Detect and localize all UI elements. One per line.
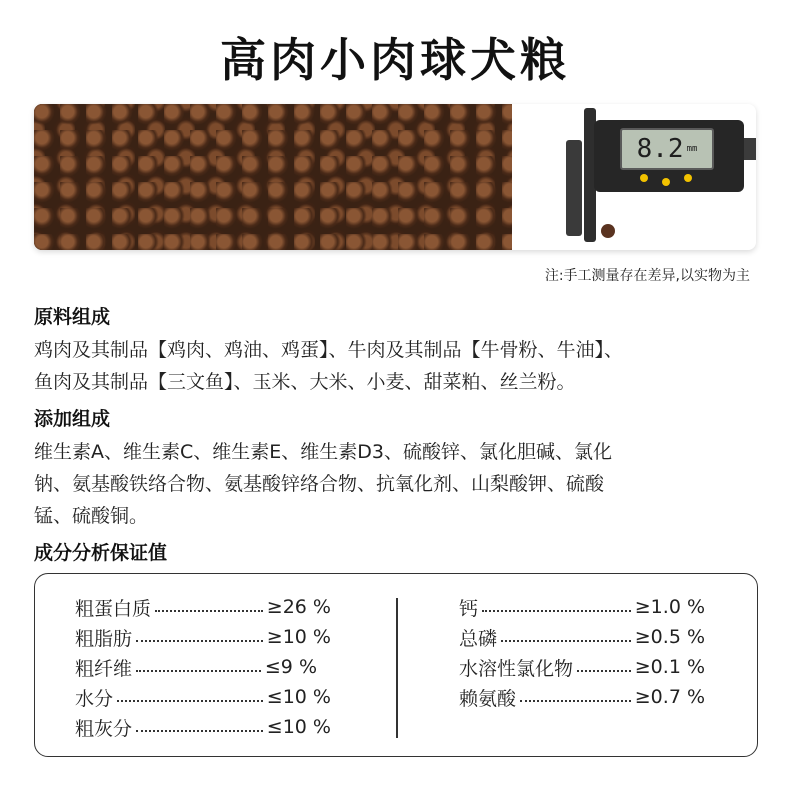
leader-dots xyxy=(117,700,263,702)
nutrient-value: ≥26 % xyxy=(266,596,331,618)
analysis-row xyxy=(459,592,705,622)
ingredients-line: 鱼肉及其制品【三文鱼】、玉米、大米、小麦、甜菜粕、丝兰粉。 xyxy=(34,371,576,393)
leader-dots xyxy=(577,670,631,672)
leader-dots xyxy=(520,700,631,702)
nutrient-name: 赖氨酸 xyxy=(459,687,517,710)
leader-dots xyxy=(155,610,263,612)
ingredients-line: 鸡肉及其制品【鸡肉、鸡油、鸡蛋】、牛肉及其制品【牛骨粉、牛油】、 xyxy=(34,339,624,361)
product-photo-band xyxy=(34,104,756,250)
caliper-button xyxy=(662,178,670,186)
nutrient-name: 粗蛋白质 xyxy=(75,597,152,620)
additives-line: 锰、硫酸铜。 xyxy=(34,505,149,527)
analysis-row xyxy=(459,682,705,712)
additives-heading: 添加组成 xyxy=(34,408,111,430)
nutrient-name: 水溶性氯化物 xyxy=(459,657,574,680)
analysis-row xyxy=(459,622,705,652)
leader-dots xyxy=(482,610,631,612)
nutrient-name: 粗纤维 xyxy=(75,657,133,680)
nutrient-name: 粗脂肪 xyxy=(75,627,133,650)
leader-dots xyxy=(136,670,261,672)
analysis-heading: 成分分析保证值 xyxy=(34,542,168,564)
nutrient-value: ≥0.5 % xyxy=(634,626,705,648)
measurement-note: 注:手工测量存在差异,以实物为主 xyxy=(544,268,750,284)
nutrient-value: ≤10 % xyxy=(266,686,331,708)
page-title: 高肉小肉球犬粮 xyxy=(220,33,570,87)
nutrient-name: 总磷 xyxy=(459,627,498,650)
analysis-row xyxy=(75,622,331,652)
additives-line: 钠、氨基酸铁络合物、氨基酸锌络合物、抗氧化剂、山梨酸钾、硫酸 xyxy=(34,473,605,495)
nutrient-value: ≥10 % xyxy=(266,626,331,648)
ingredients-text xyxy=(34,334,764,398)
measured-kibble xyxy=(601,224,615,238)
additives-text xyxy=(34,436,764,532)
leader-dots xyxy=(501,640,631,642)
caliper-button xyxy=(684,174,692,182)
nutrient-value: ≥0.1 % xyxy=(634,656,705,678)
analysis-row xyxy=(75,592,331,622)
nutrient-value: ≤9 % xyxy=(264,656,317,678)
nutrient-value: ≤10 % xyxy=(266,716,331,738)
analysis-panel xyxy=(34,573,758,757)
caliper-button xyxy=(640,174,648,182)
leader-dots xyxy=(136,730,263,732)
nutrient-value: ≥1.0 % xyxy=(634,596,705,618)
nutrient-name: 水分 xyxy=(75,687,114,710)
analysis-row xyxy=(75,712,331,742)
column-divider xyxy=(396,598,398,738)
analysis-row xyxy=(75,682,331,712)
kibble-photo xyxy=(34,104,512,250)
nutrient-name: 钙 xyxy=(459,597,479,620)
caliper-lower-jaw xyxy=(566,140,582,236)
leader-dots xyxy=(136,640,263,642)
analysis-row xyxy=(75,652,317,682)
nutrient-name: 粗灰分 xyxy=(75,717,133,740)
caliper-display xyxy=(620,128,714,170)
caliper-photo xyxy=(512,104,756,250)
additives-line: 维生素A、维生素C、维生素E、维生素D3、硫酸锌、氯化胆碱、氯化 xyxy=(34,441,612,463)
analysis-row xyxy=(459,652,705,682)
nutrient-value: ≥0.7 % xyxy=(634,686,705,708)
ingredients-heading: 原料组成 xyxy=(34,306,111,328)
caliper-unit: mm xyxy=(686,144,698,154)
caliper-reading: 8.2 xyxy=(636,134,684,164)
